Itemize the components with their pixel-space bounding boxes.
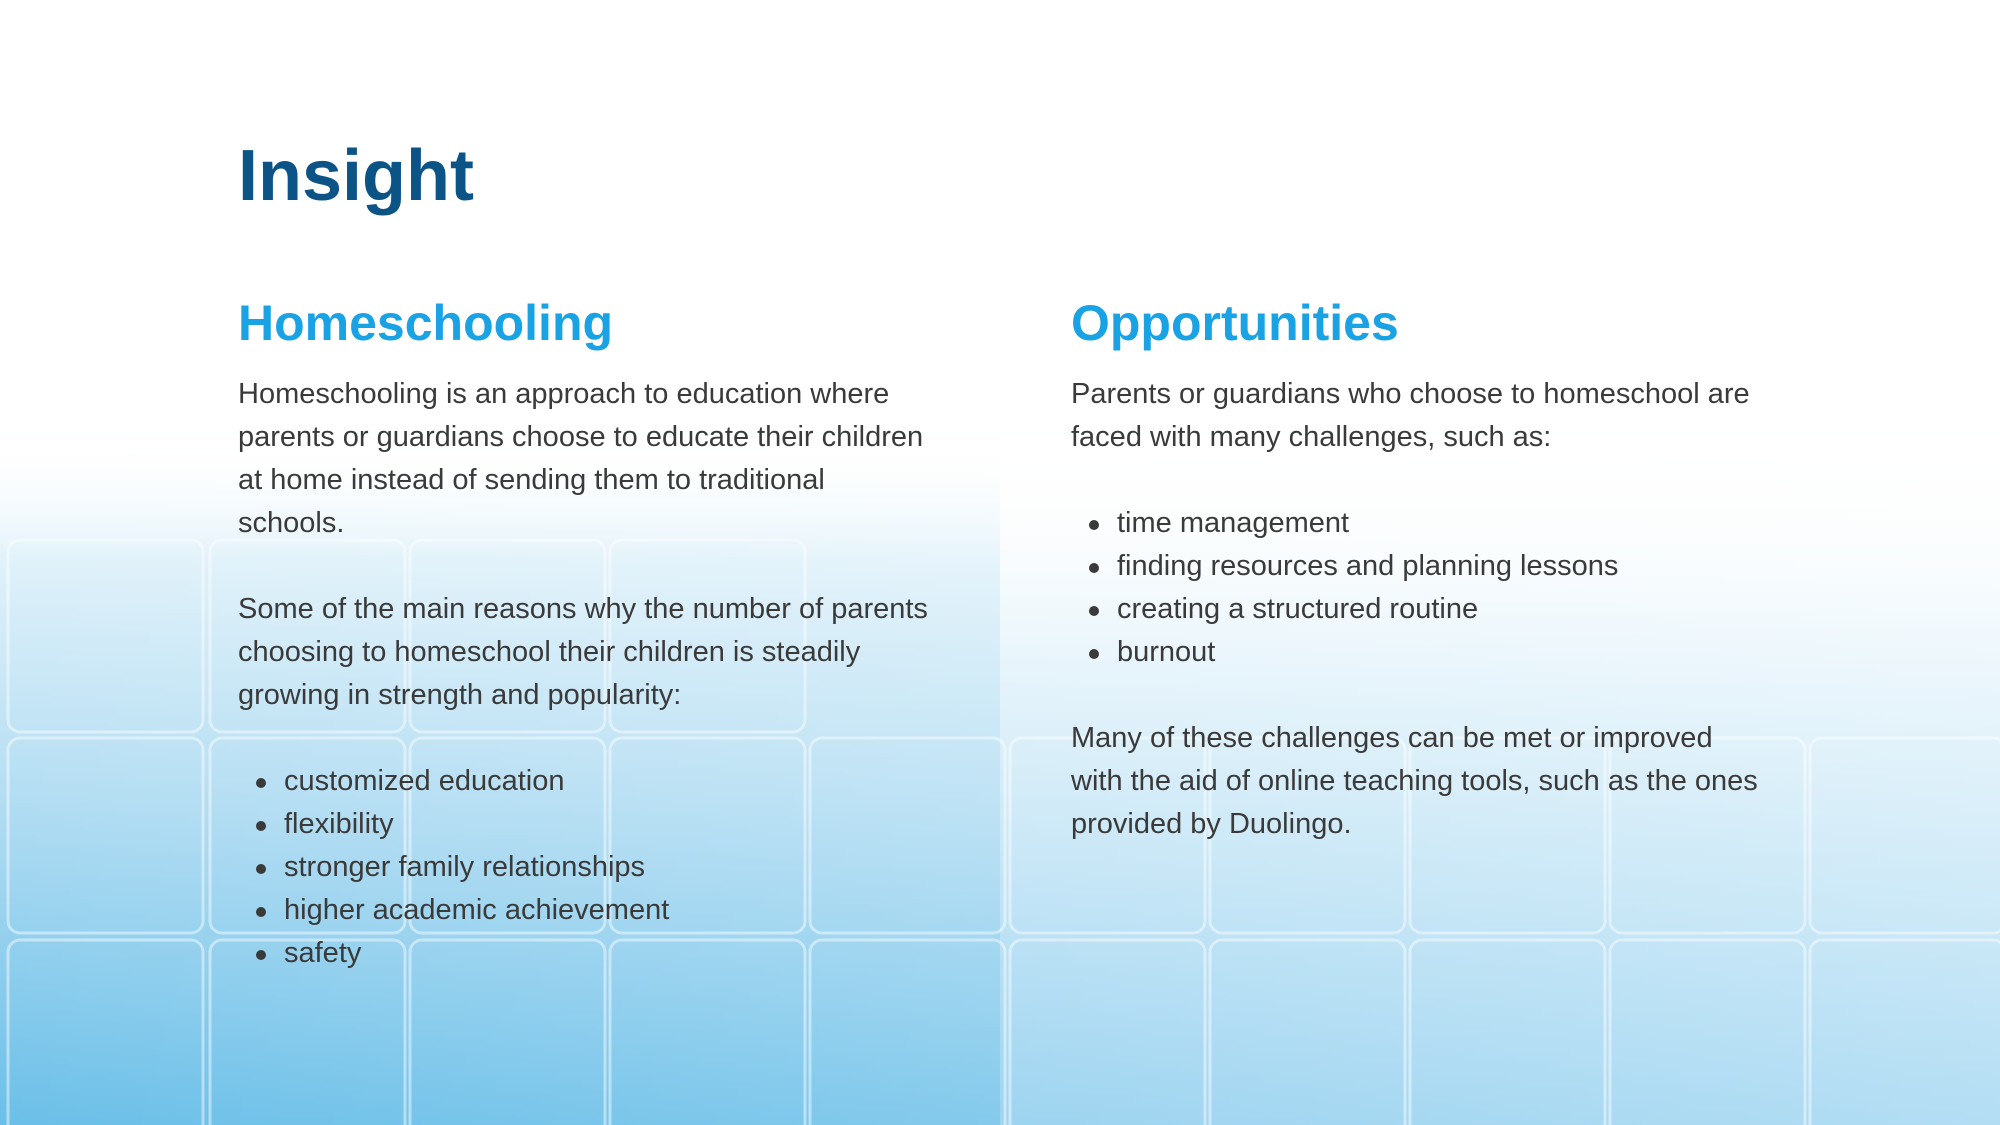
list-item: stronger family relationships xyxy=(256,846,938,889)
homeschooling-section xyxy=(238,296,938,975)
challenges-list xyxy=(1071,502,1771,674)
opportunities-conclusion: Many of these challenges can be met or improved with the aid of online teaching tools, such as the ones provided by Duolingo. xyxy=(1071,722,1758,840)
homeschooling-definition: Homeschooling is an approach to education where parents or guardians choose to educate their children at home instead of sending them to traditional schools. xyxy=(238,378,924,539)
list-item: time management xyxy=(1089,502,1771,545)
list-item: customized education xyxy=(256,760,938,803)
challenges-intro: Parents or guardians who choose to homeschool are faced with many challenges, such as: xyxy=(1071,378,1750,453)
list-item: finding resources and planning lessons xyxy=(1089,545,1771,588)
list-item: higher academic achievement xyxy=(256,889,938,932)
page-title: Insight xyxy=(238,136,474,216)
homeschooling-reasons-intro: Some of the main reasons why the number of parents choosing to homeschool their children is steadily growing in strength and popularity: xyxy=(238,593,928,711)
opportunities-section xyxy=(1071,296,1771,846)
list-item: burnout xyxy=(1089,631,1771,674)
list-item: creating a structured routine xyxy=(1089,588,1771,631)
reasons-list xyxy=(238,760,938,975)
opportunities-heading: Opportunities xyxy=(1071,295,1399,351)
list-item: safety xyxy=(256,932,938,975)
homeschooling-heading: Homeschooling xyxy=(238,295,614,351)
list-item: flexibility xyxy=(256,803,938,846)
